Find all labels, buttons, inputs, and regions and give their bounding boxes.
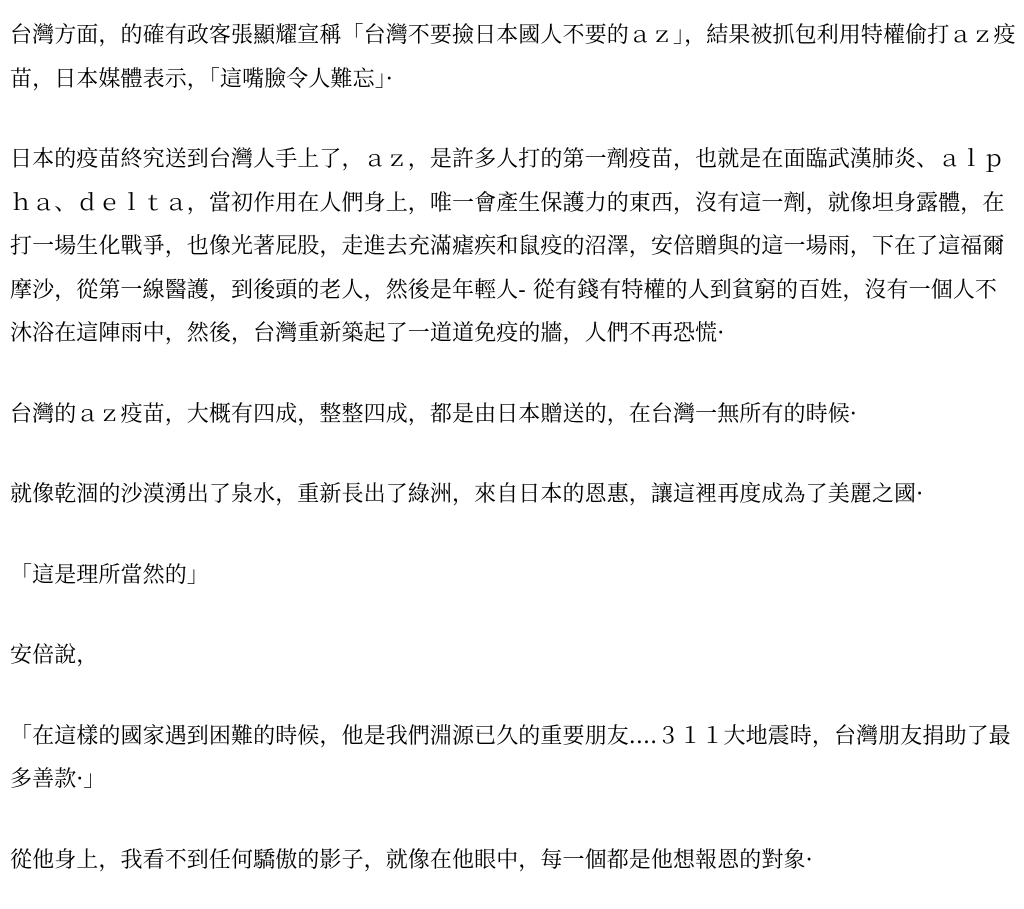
paragraph-spacer (10, 678, 1016, 715)
paragraph-6: 安倍說， (10, 643, 99, 668)
paragraph-spacer (10, 597, 1016, 634)
paragraph-3: 台灣的ａｚ疫苗，大概有四成，整整四成，都是由日本贈送的，在台灣一無所有的時候· (10, 401, 857, 427)
paragraph-7-quote: 「在這樣的國家遇到困難的時候，他是我們淵源已久的重要朋友....３１１大地震時，台灣朋友捐助了最多善款·」 (10, 723, 1011, 792)
paragraph-8: 從他身上，我看不到任何驕傲的影子，就像在他眼中，每一個都是他想報恩的對象· (10, 847, 813, 873)
paragraph-spacer (10, 356, 1016, 393)
paragraph-1: 台灣方面，的確有政客張顯耀宣稱「台灣不要撿日本國人不要的ａｚ」，結果被抓包利用特權偷打ａｚ疫苗，日本媒體表示，「這嘴臉令人難忘」· (10, 23, 1016, 92)
paragraph-2: 日本的疫苗終究送到台灣人手上了，ａｚ，是許多人打的第一劑疫苗，也就是在面臨武漢肺炎、ａｌｐｈａ、ｄｅｌｔａ，當初作用在人們身上，唯一會產生保護力的東西，沒有這一劑，就像坦身露體，在打一場生化戰爭，也像光著屁股，走進去充滿瘧疾和鼠疫的沼澤，安倍贈與的這一場雨，下在了這福爾摩沙，從第一線醫護，到後頭的老人，然後是年輕人- 從有錢有特權的人到貧窮的百姓，沒有一個人不沐浴在這陣雨中，然後，台灣重新築起了一道道免疫的牆，人們不再恐慌· (10, 147, 1005, 346)
paragraph-spacer (10, 436, 1016, 473)
paragraph-spacer (10, 802, 1016, 839)
paragraph-4: 就像乾涸的沙漠湧出了泉水，重新長出了綠洲，來自日本的恩惠，讓這裡再度成為了美麗之國· (10, 482, 924, 507)
paragraph-5-quote: 「這是理所當然的」 (10, 562, 209, 588)
article-body (10, 0, 1016, 882)
paragraph-spacer (10, 101, 1016, 138)
paragraph-spacer (10, 517, 1016, 554)
